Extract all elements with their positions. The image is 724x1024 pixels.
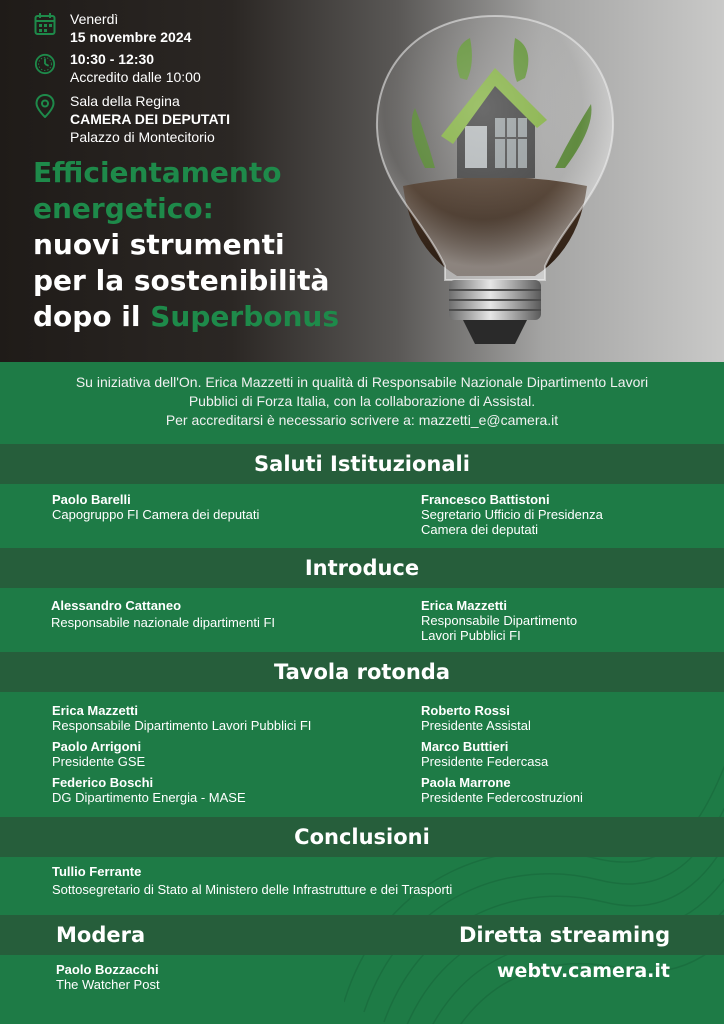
speaker-role: Sottosegretario di Stato al Ministero delle Infrastrutture e dei Trasporti — [52, 882, 453, 897]
speaker-entry — [52, 739, 145, 769]
section-introduce-header: Introduce — [0, 548, 724, 588]
speaker-name: Erica Mazzetti — [421, 598, 507, 613]
speaker-role: Presidente Federcostruzioni — [421, 790, 583, 805]
moderator-role: The Watcher Post — [56, 977, 160, 992]
speaker-entry — [52, 492, 259, 522]
intro-text — [0, 373, 724, 430]
intro-line-1: Su iniziativa dell'On. Erica Mazzetti in qualità di Responsabile Nazionale Dipartimento Lavori — [75, 374, 649, 390]
event-venue-row — [34, 92, 230, 146]
speaker-role-line-2: Lavori Pubblici FI — [421, 628, 521, 643]
speaker-role: Responsabile nazionale dipartimenti FI — [51, 615, 276, 630]
intro-line-2: Pubblici di Forza Italia, con la collaborazione di Assistal. — [188, 393, 536, 409]
event-accreditation: Accredito dalle 10:00 — [70, 69, 201, 85]
speaker-name: Marco Buttieri — [421, 739, 509, 754]
speaker-role: Capogruppo FI Camera dei deputati — [52, 507, 260, 522]
speaker-role: Responsabile Dipartimento Lavori Pubblici FI — [52, 718, 312, 733]
speaker-role: Presidente Federcasa — [421, 754, 549, 769]
speaker-name: Tullio Ferrante — [52, 864, 142, 879]
event-palace: Palazzo di Montecitorio — [70, 129, 215, 145]
event-time: 10:30 - 12:30 — [70, 51, 155, 67]
speaker-role: DG Dipartimento Energia - MASE — [52, 790, 246, 805]
speaker-name: Francesco Battistoni — [421, 492, 550, 507]
event-time-row — [34, 50, 201, 86]
speaker-name: Roberto Rossi — [421, 703, 510, 718]
title-line-5: dopo il Superbonus — [33, 300, 340, 333]
location-pin-icon — [34, 94, 56, 118]
title-line-4: per la sostenibilità — [33, 264, 330, 297]
speaker-role: Responsabile Dipartimento — [421, 613, 578, 628]
hero-header — [0, 0, 724, 362]
lightbulb-house-illustration — [365, 8, 625, 358]
moderator-label: Modera — [56, 923, 146, 947]
speaker-name: Paolo Arrigoni — [52, 739, 142, 754]
streaming-label: Diretta streaming — [459, 923, 671, 947]
clock-icon — [34, 52, 56, 76]
title-line-2: energetico: — [33, 192, 214, 225]
title-line-1: Efficientamento — [33, 156, 282, 189]
event-date-row — [34, 10, 191, 46]
moderator-name: Paolo Bozzacchi — [56, 962, 159, 977]
speaker-entry — [421, 703, 531, 733]
speaker-role: Presidente GSE — [52, 754, 146, 769]
speaker-role: Presidente Assistal — [421, 718, 531, 733]
speaker-entry — [52, 703, 311, 733]
intro-line-3: Per accreditarsi è necessario scrivere a: mazzetti_e@camera.it — [165, 412, 559, 428]
section-conclusioni-header: Conclusioni — [0, 817, 724, 857]
speaker-name: Federico Boschi — [52, 775, 154, 790]
section-saluti-header: Saluti Istituzionali — [0, 444, 724, 484]
event-day: Venerdì — [70, 11, 119, 27]
streaming-link[interactable]: webtv.camera.it — [497, 960, 670, 982]
speaker-role: Segretario Ufficio di Presidenza — [421, 507, 603, 522]
title-line-3: nuovi strumenti — [33, 228, 285, 261]
speaker-entry — [52, 864, 452, 897]
speaker-name: Paolo Barelli — [52, 492, 131, 507]
speaker-entry — [52, 775, 246, 805]
speaker-entry — [421, 492, 603, 537]
event-title — [33, 155, 339, 335]
event-room: Sala della Regina — [70, 93, 180, 109]
speaker-name: Alessandro Cattaneo — [51, 598, 182, 613]
speaker-entry — [51, 598, 275, 630]
speaker-role-line-2: Camera dei deputati — [421, 522, 539, 537]
calendar-icon — [34, 12, 56, 36]
footer-band — [0, 915, 724, 955]
event-venue: CAMERA DEI DEPUTATI — [70, 111, 230, 127]
speaker-name: Erica Mazzetti — [52, 703, 138, 718]
speaker-name: Paola Marrone — [421, 775, 511, 790]
event-date: 15 novembre 2024 — [70, 29, 192, 45]
moderator-entry — [56, 962, 160, 992]
speaker-entry — [421, 775, 583, 805]
speaker-entry — [421, 739, 548, 769]
speaker-entry — [421, 598, 577, 643]
section-tavola-header: Tavola rotonda — [0, 652, 724, 692]
